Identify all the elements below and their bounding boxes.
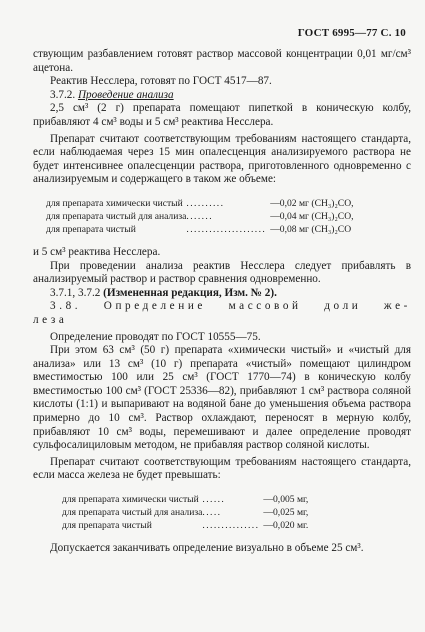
section-title: Проведение анализа [77,88,174,101]
list-item [46,210,354,223]
paragraph-reagent-addition: и 5 см³ реактива Несслера. [33,245,161,258]
list-item [62,519,308,532]
list-item-value: —0,08 мг (CH₃)₂CO [270,223,352,235]
section-heading-3-8: 3.8. Определение массовой доли же- [50,300,411,313]
list-item-value: —0,020 мг. [263,520,309,532]
leader-dots: .......... [186,197,225,209]
paragraph-procedure: 2,5 см³ (2 г) препарата помещают пипеткой в коническую колбу, прибавляют 4 см³ воды и 5 см³ реактива Несслера. [33,102,411,128]
iron-limits-list [62,493,308,532]
amendment-note [33,287,411,301]
list-item [46,223,354,236]
paragraph-iron-criteria: Препарат считают соответствующим требованиям настоящего стандарта, если масса железа не будет превышать: [33,455,411,482]
acetone-limits-list [46,197,354,236]
list-item-value: —0,04 мг (CH₃)₂CO, [270,210,354,222]
amendment-text: (Измененная редакция, Изм. № 2). [103,286,277,299]
list-item [62,493,308,506]
list-item-label: для препарата чистый для анализа [46,210,187,222]
leader-dots: ...... [202,494,226,506]
list-item [46,197,354,210]
paragraph-acceptance-criteria: Препарат считают соответствующим требованиям настоящего стандарта, если наблюдаемая через 15 мин опалесценция анализируемого раствора не будет интенсивнее опалесценции раствора, приготовленного одновременно с анализируемым и содержащего в таком же объеме: [33,132,411,186]
paragraph-visual-determination: Допускается заканчивать определение визуально в объеме 25 см³. [50,542,364,555]
list-item-label: для препарата химически чистый [46,197,183,209]
section-number: 3.7.2. [50,88,76,101]
list-item-value: —0,005 мг, [263,494,309,506]
list-item-value: —0,02 мг (CH₃)₂CO, [270,197,354,209]
amendment-sections: 3.7.1, 3.7.2 [50,286,101,299]
list-item-label: для препарата чистый [62,520,152,532]
paragraph-simultaneous: При проведении анализа реактив Несслера следует прибавлять в анализируемый раствор и раствор сравнения одновременно. [33,259,411,286]
section-heading-3-8-continuation: леза [33,313,68,326]
paragraph-nessler-reagent: Реактив Несслера, готовят по ГОСТ 4517—87. [50,75,272,88]
section-heading-3-7-2 [33,89,411,103]
leader-dots: ..... [202,507,222,519]
leader-dots: ....... [186,210,214,222]
list-item-label: для препарата чистый для анализа [62,507,203,519]
leader-dots: ..................... [186,223,267,235]
list-item [62,506,308,519]
leader-dots: ............... [202,520,260,532]
list-item-value: —0,025 мг, [263,507,309,519]
paragraph-iron-procedure: При этом 63 см³ (50 г) препарата «химически чистый» и «чистый для анализа» или 13 см³ (10 г) препарата «чистый» помещают цилиндром вместимостью 100 или 25 см³ (ГОСТ 1770—74) в коническую колбу вместимостью 100 см³ (ГОСТ 25336—82), прибавляют 1 см³ раствора соляной кислоты (1:1) и выпаривают на водяной бане до уменьшения объема раствора примерно до 10 см³. Раствор охлаждают, переносят в мерную колбу, прибавляют 10 см³ воды, перемешивают и далее определение проводят сульфосалициловым методом, не прибавляя раствор соляной кислоты. [33,344,411,452]
list-item-label: для препарата химически чистый [62,494,199,506]
paragraph-method-reference: Определение проводят по ГОСТ 10555—75. [50,330,261,343]
page-header: ГОСТ 6995—77 С. 10 [297,27,406,39]
list-item-label: для препарата чистый [46,223,136,235]
paragraph-continuation: ствующим разбавлением готовят раствор массовой концентрации 0,01 мг/см³ ацетона. [33,48,411,74]
document-body [33,48,411,556]
